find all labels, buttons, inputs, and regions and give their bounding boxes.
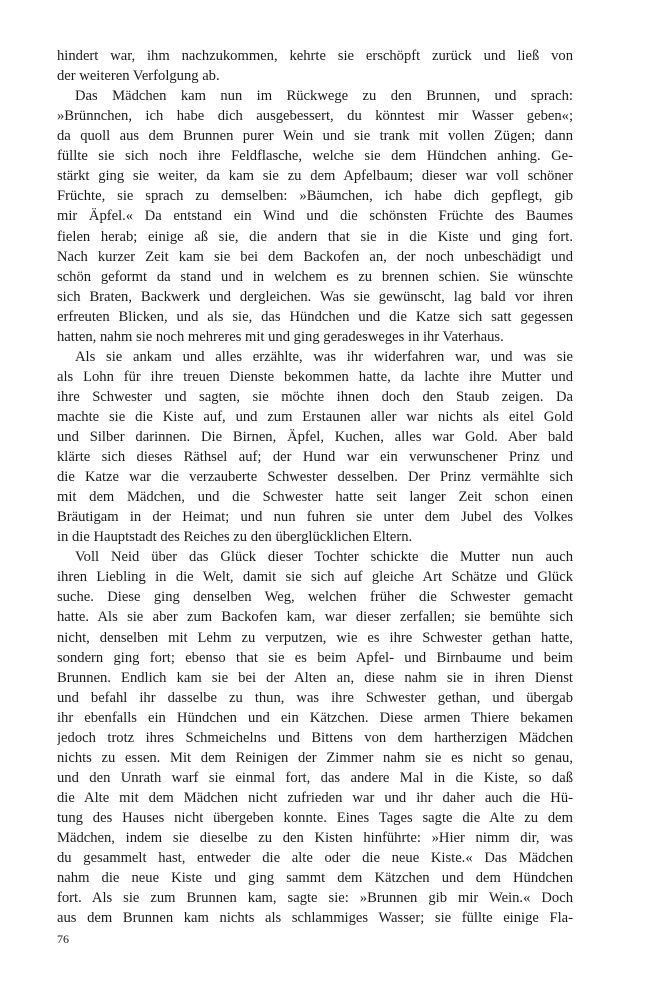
text-line: und befahl ihr dasselbe zu thun, was ihre Schwester gethan, und übergab [57, 689, 573, 706]
text-line: hatte. Als sie aber zum Backofen kam, war dieser zerfallen; sie bemühte sich [57, 609, 573, 626]
text-line: tung des Hauses nicht übergeben konnte. Eines Tages sagte die Alte zu dem [57, 809, 573, 826]
text-line: Brunnen. Endlich kam sie bei der Alten an, diese nahm sie in ihren Dienst [57, 669, 573, 686]
text-line: und den Unrath warf sie einmal fort, das andere Mal in die Kiste, so daß [57, 769, 573, 786]
text-line: hindert war, ihm nachzukommen, kehrte sie erschöpft zurück und ließ von [57, 48, 573, 64]
text-line: füllte sie sich noch ihre Feldflasche, welche sie dem Hündchen anhing. Ge- [57, 148, 573, 165]
text-line: Voll Neid über das Glück dieser Tochter schickte die Mutter nun auch [75, 549, 573, 566]
text-line: machte sie die Kiste auf, und zum Erstaunen aller war nichts als eitel Gold [57, 408, 573, 425]
text-line: als Lohn für ihre treuen Dienste bekommen hatte, da lachte ihre Mutter und [57, 368, 573, 385]
text-line: Das Mädchen kam nun im Rückwege zu den Brunnen, und sprach: [75, 88, 573, 105]
text-line: schön geformt da stand und in welchem es zu brennen schien. Sie wünschte [57, 268, 573, 285]
text-line: du gesammelt hast, entweder die alte oder die neue Kiste.« Das Mädchen [57, 850, 573, 866]
text-line: mir Äpfel.« Da entstand ein Wind und die schönsten Früchte des Baumes [57, 208, 573, 225]
text-line: jedoch trotz ihres Schmeichelns und Bittens von dem hartherzigen Mädchen [57, 729, 573, 746]
text-line: fort. Als sie zum Brunnen kam, sagte sie: »Brunnen gib mir Wein.« Doch [57, 890, 573, 907]
text-line: nicht, denselben mit Lehm zu verputzen, wie es ihre Schwester gethan hatte, [57, 629, 573, 646]
text-line: suche. Diese ging denselben Weg, welchen früher die Schwester gemacht [57, 589, 573, 606]
text-line: ihr ebenfalls ein Hündchen und ein Kätzchen. Diese armen Thiere bekamen [57, 709, 573, 726]
text-line: erfreuten Blicken, und als sie, das Hündchen und die Katze sich satt gegessen [57, 308, 573, 325]
text-line: Nach kurzer Zeit kam sie bei dem Backofen an, der noch unbeschädigt und [57, 248, 573, 265]
text-line: Bräutigam in der Heimat; und nun fuhren sie unter dem Jubel des Volkes [57, 509, 573, 526]
text-line: Früchte, sie sprach zu demselben: »Bäumchen, ich habe dich gepflegt, gib [57, 188, 573, 205]
text-line: stärkt ging sie weiter, da kam sie zu dem Apfelbaum; dieser war voll schöner [57, 168, 573, 185]
text-line: klärte sich dieses Räthsel auf; der Hund war ein verwunschener Prinz und [57, 449, 573, 465]
text-line: nahm die neue Kiste und ging sammt dem Kätzchen und dem Hündchen [57, 870, 573, 887]
text-line: sich Braten, Backwerk und dergleichen. Was sie gewünscht, lag bald vor ihren [57, 288, 573, 305]
text-line: sondern ging fort; ebenso that sie es beim Apfel- und Birnbaume und beim [57, 649, 573, 666]
text-line: ihre Schwester und sagten, sie möchte ihnen doch den Staub zeigen. Da [57, 388, 573, 405]
text-line: die Alte mit dem Mädchen nicht zufrieden war und ihr daher auch die Hü- [57, 789, 573, 806]
text-line: und Silber darinnen. Die Birnen, Äpfel, Kuchen, alles war Gold. Aber bald [57, 428, 573, 445]
text-line: »Brünnchen, ich habe dich ausgebessert, du könntest mir Wasser geben«; [57, 108, 573, 125]
text-line: aus dem Brunnen kam nichts als schlammiges Wasser; sie füllte einige Fla- [57, 910, 573, 927]
text-line: ihren Liebling in die Welt, damit sie sich auf gleiche Art Schätze und Glück [57, 569, 573, 586]
text-line: in die Hauptstadt des Reiches zu den überglücklichen Eltern. [57, 529, 413, 546]
text-line: der weiteren Verfolgung ab. [57, 68, 220, 84]
text-line: Als sie ankam und alles erzählte, was ihr widerfahren war, und was sie [75, 348, 573, 365]
text-line: die Katze war die verzauberte Schwester desselben. Der Prinz vermählte sich [57, 469, 573, 486]
page-number: 76 [57, 932, 69, 946]
text-line: nichts zu essen. Mit dem Reinigen der Zimmer nahm sie es nicht so genau, [57, 749, 573, 766]
text-line: Mädchen, indem sie dieselbe zu den Kisten hinführte: »Hier nimm dir, was [57, 830, 573, 846]
text-line: mit dem Mädchen, und die Schwester hatte seit langer Zeit schon einen [57, 489, 573, 506]
text-line: da quoll aus dem Brunnen purer Wein und sie trank mit vollen Zügen; dann [57, 128, 573, 145]
text-line: hatten, nahm sie noch mehreres mit und ging geradesweges in ihr Vaterhaus. [57, 328, 504, 345]
text-line: fielen herab; einige aß sie, die andern that sie in die Kiste und ging fort. [57, 228, 573, 245]
